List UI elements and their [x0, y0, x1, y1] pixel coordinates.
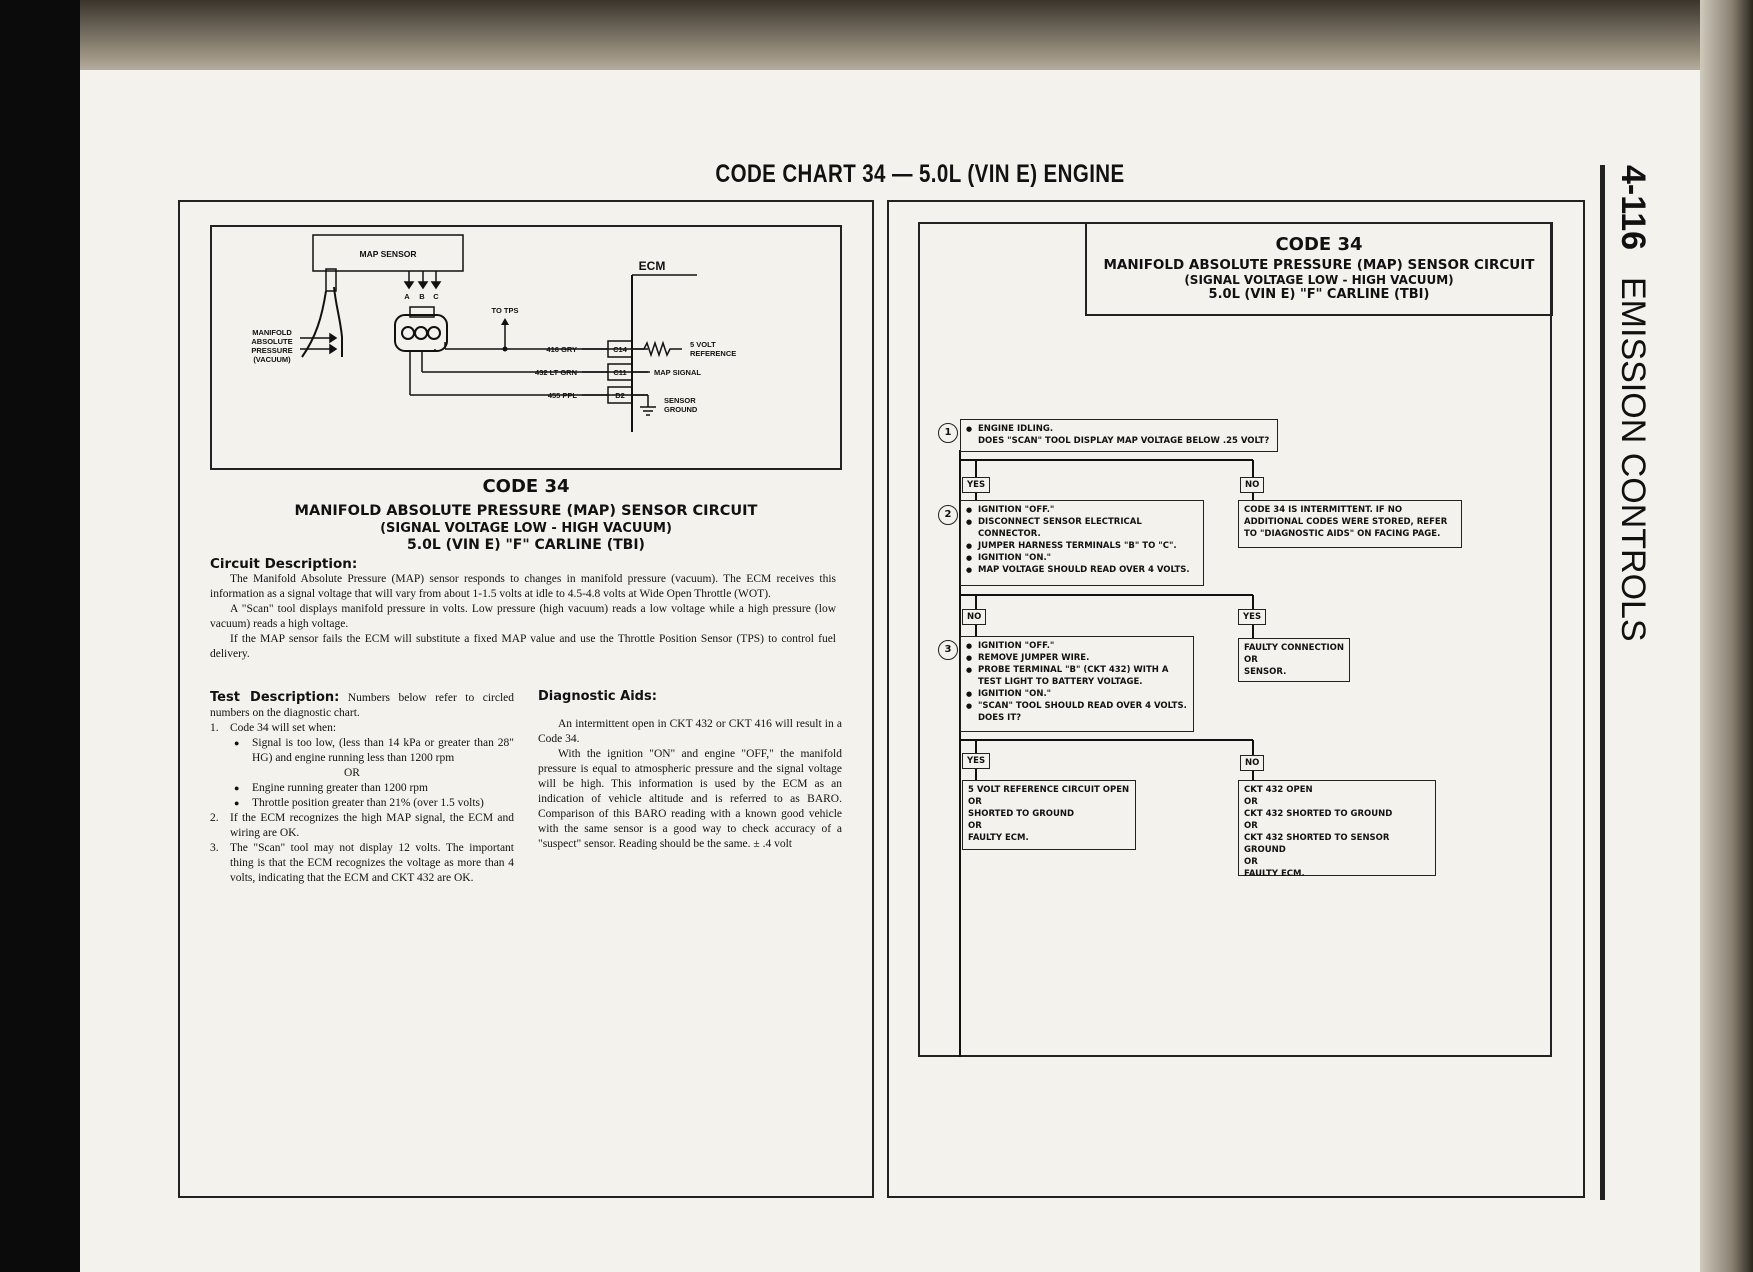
- step-1-box: ● ENGINE IDLING. DOES "SCAN" TOOL DISPLAY MAP VOLTAGE BELOW .25 VOLT?: [960, 419, 1278, 452]
- terminal-c14: C14: [613, 345, 627, 354]
- svg-text:SENSOR: SENSOR: [664, 396, 696, 405]
- yes-tag-2: YES: [1238, 609, 1266, 625]
- svg-text:REFERENCE: REFERENCE: [690, 349, 737, 358]
- step-2-marker: 2: [938, 505, 958, 525]
- test-item-2: 2. If the ECM recognizes the high MAP signal, the ECM and wiring are OK.: [210, 812, 514, 839]
- terminal-d2: D2: [615, 391, 625, 400]
- ecm-label: ECM: [638, 259, 666, 273]
- diagnostic-aids-heading: Diagnostic Aids:: [538, 689, 657, 704]
- right-code-title: CODE 34: [1275, 234, 1363, 255]
- no-tag-3: NO: [1240, 755, 1264, 771]
- no-tag-2: NO: [962, 609, 986, 625]
- test-item-1: 1. Code 34 will set when: ● Signal is too low, (less than 14 kPa or greater than 28" HG) and engine running less than 1200 rpm OR ● Engine running greater than 1200 rpm ● Throttle position greater than 21% (over 1.5 volts): [210, 721, 514, 811]
- step-1-marker: 1: [938, 423, 958, 443]
- yes-tag-1: YES: [962, 477, 990, 493]
- step-3-marker: 3: [938, 640, 958, 660]
- no-tag-1: NO: [1240, 477, 1264, 493]
- ckt432-result-box: CKT 432 OPEN OR CKT 432 SHORTED TO GROUND OR CKT 432 SHORTED TO SENSOR GROUND OR FAULTY ECM.: [1238, 780, 1436, 876]
- map-sensor-label: MAP SENSOR: [359, 249, 417, 259]
- section-title: EMISSION CONTROLS: [1614, 277, 1652, 642]
- faulty-connection-box: FAULTY CONNECTION OR SENSOR.: [1238, 638, 1350, 682]
- svg-text:5 VOLT: 5 VOLT: [690, 340, 716, 349]
- page-number: 4-116: [1614, 165, 1652, 251]
- pin-c-label: C: [433, 292, 439, 301]
- five-volt-result-box: 5 VOLT REFERENCE CIRCUIT OPEN OR SHORTED TO GROUND OR FAULTY ECM.: [962, 780, 1136, 850]
- wire-455: 455 PPL: [547, 391, 577, 400]
- page-header: CODE CHART 34 — 5.0L (VIN E) ENGINE: [715, 160, 1125, 188]
- yes-tag-3: YES: [962, 753, 990, 769]
- step-3-box: ● IGNITION "OFF." ● REMOVE JUMPER WIRE. ● PROBE TERMINAL "B" (CKT 432) WITH A TEST LIGHT TO BATTERY VOLTAGE. ● IGNITION "ON." ● "SCAN" TOOL SHOULD READ OVER 4 VOLTS. DOES IT?: [960, 636, 1194, 732]
- map-signal-label: MAP SIGNAL: [654, 368, 701, 377]
- test-item-3: 3. The "Scan" tool may not display 12 volts. The important thing is that the ECM recognizes the voltage as more than 4 volts, indicating that the ECM and CKT 432 are OK.: [210, 842, 514, 884]
- right-circuit-title: MANIFOLD ABSOLUTE PRESSURE (MAP) SENSOR CIRCUIT: [1103, 257, 1535, 273]
- pin-a-label: A: [404, 292, 410, 301]
- wire-416: 416 GRY: [546, 345, 577, 354]
- left-code-title: CODE 34: [482, 476, 570, 497]
- svg-text:ABSOLUTE: ABSOLUTE: [251, 337, 293, 346]
- left-circuit-subtitle: (SIGNAL VOLTAGE LOW - HIGH VACUUM): [380, 521, 672, 536]
- left-engine-line: 5.0L (VIN E) "F" CARLINE (TBI): [407, 537, 645, 553]
- test-description: Test Description: Numbers below refer to circled numbers on the diagnostic chart. 1. Code 34 will set when: ● Signal is too low, (less than 14 kPa or greater than 28" HG) and engine running less than 1200 rpm OR ● Engine running greater than 1200 rpm ● Throttle position greater than 21% (over 1.5 volts) 2. If the ECM recognizes the high MAP signal, the ECM and wiring are OK. 3. The "Scan" tool may not display 12 volts. The important thing is that the ECM recognizes the voltage as more than 4 volts, indicating that the ECM and CKT 432 are OK.: [210, 690, 514, 886]
- svg-text:PRESSURE: PRESSURE: [251, 346, 293, 355]
- step-2-box: ● IGNITION "OFF." ● DISCONNECT SENSOR ELECTRICAL CONNECTOR. ● JUMPER HARNESS TERMINALS "B" TO "C". ● IGNITION "ON." ● MAP VOLTAGE SHOULD READ OVER 4 VOLTS.: [960, 500, 1204, 586]
- test-description-heading: Test Description:: [210, 690, 340, 705]
- terminal-c11: C11: [613, 368, 627, 377]
- to-tps-label: TO TPS: [491, 306, 519, 315]
- right-engine-line: 5.0L (VIN E) "F" CARLINE (TBI): [1208, 287, 1430, 302]
- left-circuit-title: MANIFOLD ABSOLUTE PRESSURE (MAP) SENSOR CIRCUIT: [294, 503, 758, 519]
- intermittent-result-box: CODE 34 IS INTERMITTENT. IF NO ADDITIONAL CODES WERE STORED, REFER TO "DIAGNOSTIC AIDS" ON FACING PAGE.: [1238, 500, 1462, 548]
- wire-432: 432 LT GRN: [535, 368, 577, 377]
- right-circuit-subtitle: (SIGNAL VOLTAGE LOW - HIGH VACUUM): [1184, 273, 1454, 287]
- svg-text:GROUND: GROUND: [664, 405, 698, 414]
- diagnostic-aids: An intermittent open in CKT 432 or CKT 416 will result in a Code 34. With the ignition "ON" and engine "OFF," the manifold pressure is equal to atmospheric pressure and the signal voltage will be high. This information is used by the ECM as an indication of vehicle altitude and is referred to as BARO. Comparison of this BARO reading with a known good vehicle with the same sensor is a good way to check accuracy of a "suspect" sensor. Reading should be the same. ± .4 volt: [538, 718, 842, 850]
- svg-text:(VACUUM): (VACUUM): [253, 355, 291, 364]
- svg-text:MANIFOLD: MANIFOLD: [252, 328, 292, 337]
- circuit-description: The Manifold Absolute Pressure (MAP) sensor responds to changes in manifold pressure (vacuum). The ECM receives this information as a signal voltage that will vary from about 1-1.5 volts at idle to 4.5-4.8 volts at Wide Open Throttle (WOT). A "Scan" tool displays manifold pressure in volts. Low pressure (high vacuum) reads a low voltage while a high pressure (low vacuum) reads a high voltage. If the MAP sensor fails the ECM will substitute a fixed MAP value and use the Throttle Position Sensor (TPS) to control fuel delivery.: [210, 573, 836, 660]
- circuit-description-heading: Circuit Description:: [210, 556, 358, 572]
- pin-b-label: B: [419, 292, 425, 301]
